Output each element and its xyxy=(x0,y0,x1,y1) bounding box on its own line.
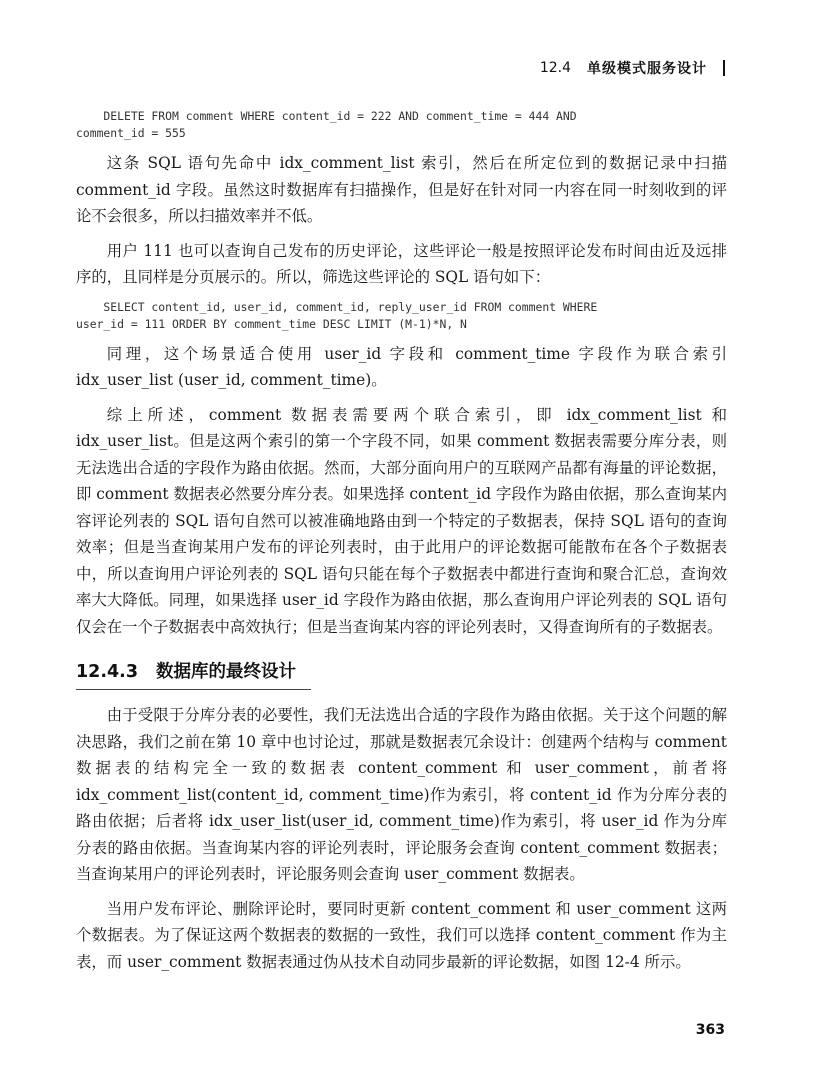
section-number: 12.4.3 xyxy=(76,662,139,682)
section-heading xyxy=(76,658,311,690)
header-section-number: 12.4 xyxy=(539,60,571,76)
page-body xyxy=(76,108,727,983)
header-divider-bar xyxy=(723,60,725,76)
paragraph: 用户 111 也可以查询自己发布的历史评论，这些评论一般是按照评论发布时间由近及远排序的，且同样是分页展示的。所以，筛选这些评论的 SQL 语句如下： xyxy=(76,241,727,286)
paragraph: 由于受限于分库分表的必要性，我们无法选出合适的字段作为路由依据。关于这个问题的解决思路，我们之前在第 10 章中也讨论过，那就是数据表冗余设计：创建两个结构与 comment 数据表的结构完全一致的数据表 content_comment 和 user_comment，前者将 idx_comment_list(content_id, comment_time)作为索引，将 content_id 作为分库分表的路由依据；后者将 idx_user_list(user_id, comment_time)作为索引，将 user_id 作为分库分表的路由依据。当查询某内容的评论列表时，评论服务会查询 content_comment 数据表；当查询某用户的评论列表时，评论服务则会查询 user_comment 数据表。 xyxy=(76,706,727,883)
code-block-select: SELECT content_id, user_id, comment_id, reply_user_id FROM comment WHERE user_id = 111 ORDER BY comment_time DESC LIMIT (M-1)*N, N xyxy=(76,299,598,331)
section-title: 数据库的最终设计 xyxy=(156,662,297,682)
paragraph: 当用户发布评论、删除评论时，要同时更新 content_comment 和 user_comment 这两个数据表。为了保证这两个数据表的数据的一致性，我们可以选择 content_comment 作为主表，而 user_comment 数据表通过伪从技术自动同步最新的评论数据，如图 12-4 所示。 xyxy=(76,899,727,971)
page-number: 363 xyxy=(695,1022,725,1038)
code-block-delete: DELETE FROM comment WHERE content_id = 222 AND comment_time = 444 AND comment_id = 555 xyxy=(76,109,577,140)
header-section-title: 单级模式服务设计 xyxy=(587,61,707,77)
paragraph: 综上所述，comment 数据表需要两个联合索引，即 idx_comment_list 和 idx_user_list。但是这两个索引的第一个字段不同，如果 comment 数据表需要分库分表，则无法选出合适的字段作为路由依据。然而，大部分面向用户的互联网产品都有海量的评论数据，即 comment 数据表必然要分库分表。如果选择 content_id 字段作为路由依据，那么查询某内容评论列表的 SQL 语句自然可以被准确地路由到一个特定的子数据表，保持 SQL 语句的查询效率；但是当查询某用户发布的评论列表时，由于此用户的评论数据可能散布在各个子数据表中，所以查询用户评论列表的 SQL 语句只能在每个子数据表中都进行查询和聚合汇总，查询效率大大降低。同理，如果选择 user_id 字段作为路由依据，那么查询用户评论列表的 SQL 语句仅会在一个子数据表中高效执行；但是当查询某内容的评论列表时，又得查询所有的子数据表。 xyxy=(76,405,727,636)
paragraph: 这条 SQL 语句先命中 idx_comment_list 索引，然后在所定位到的数据记录中扫描 comment_id 字段。虽然这时数据库有扫描操作，但是好在针对同一内容在同一时刻收到的评论不会很多，所以扫描效率并不低。 xyxy=(76,154,727,225)
running-header xyxy=(540,58,725,78)
paragraph: 同理，这个场景适合使用 user_id 字段和 comment_time 字段作为联合索引 idx_user_list (user_id, comment_time)。 xyxy=(76,344,727,389)
